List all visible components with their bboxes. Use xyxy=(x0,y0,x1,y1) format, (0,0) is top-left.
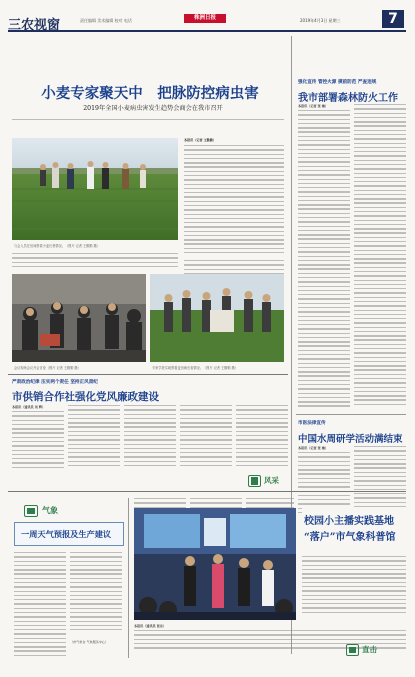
supply-coop-byline: 本报讯（通讯员 刘 辉） xyxy=(12,405,46,409)
weather-column-tag xyxy=(24,504,76,518)
lead-body-col-a xyxy=(184,145,284,257)
lead-photo-field-inspection xyxy=(12,138,178,240)
lead-byline: 本报讯（记者 王勤勤） xyxy=(184,138,217,142)
school-photo-weather-hall xyxy=(134,508,296,620)
lead-body-col-c xyxy=(12,253,178,271)
zhiji-column-tag xyxy=(346,644,396,657)
right-divider-1 xyxy=(296,414,406,415)
supply-coop-headline: 市供销合作社强化党风廉政建设 xyxy=(12,391,159,403)
water-week-byline: 本报讯（记者 张 楠） xyxy=(298,446,328,450)
lead-photo1-caption: 与会人员在田间察看小麦长势情况。（图片 记者 王勤勤 摄） xyxy=(14,244,100,248)
middle-divider-top xyxy=(8,374,288,375)
weather-note: （市气象台 气象服务中心） xyxy=(70,640,109,644)
page-number: 7 xyxy=(382,10,404,28)
school-headline-line2: “落户”市气象科普馆 xyxy=(304,532,396,543)
school-side-col xyxy=(302,556,406,616)
weather-body-col-b xyxy=(70,552,122,636)
forest-fire-headline: 我市部署森林防火工作 xyxy=(298,93,398,104)
date-line: 2019年4月3日 星期三 xyxy=(300,18,341,23)
supply-coop-col-1 xyxy=(12,411,64,471)
masthead-strip: 责任编辑 美术编辑 校对 电话 xyxy=(80,18,132,23)
lead-photo2-caption: 会议现场会议开会讨论（图片 记者 王勤勤 摄） xyxy=(14,366,81,370)
forest-fire-kicker: 强化宣传 管控火源 摸前防范 严查违规 xyxy=(298,80,377,85)
weather-headline: 一周天气预报及生产建议 xyxy=(21,529,112,539)
school-headline-line1: 校园小主播实践基地 xyxy=(304,516,394,527)
lead-photo3-caption: 专家学者实地察看麦田病虫害情况。（图片 记者 王勤勤 摄） xyxy=(152,366,238,370)
forest-fire-body-col-b xyxy=(354,104,406,412)
water-week-kicker: 市医法律宣传 xyxy=(298,421,326,426)
paper-logo: 株洲日报 xyxy=(184,14,226,23)
supply-coop-col-2 xyxy=(68,405,120,471)
weather-headline-box xyxy=(14,522,124,546)
water-week-headline: 中国水周研学活动满结束 xyxy=(298,434,403,445)
fengcai-label: 风采 xyxy=(264,476,279,485)
supply-coop-kicker: 严肃政治纪律 压实两个责任 坚持正风肃纪 xyxy=(12,380,98,385)
lead-subhead: 2019年全国小麦病虫害发生趋势会商会在我市召开 xyxy=(83,105,223,112)
school-byline: 本报讯（通讯员 张东） xyxy=(134,624,167,628)
supply-coop-col-5 xyxy=(236,405,288,471)
lead-photo-meeting xyxy=(12,274,146,362)
masthead-rule xyxy=(8,30,406,32)
school-headline-box xyxy=(302,508,406,552)
forest-fire-body-col-a xyxy=(298,110,350,412)
weather-rule xyxy=(128,498,129,658)
section-title: 三农视窗 xyxy=(8,18,61,33)
lead-headline: 小麦专家聚天中 把脉防控病虫害 xyxy=(41,85,259,102)
zhiji-label: 直击 xyxy=(362,645,377,654)
weather-tag-label: 气象 xyxy=(42,506,58,515)
lead-photo-field-experts xyxy=(150,274,284,362)
supply-coop-col-3 xyxy=(124,405,176,471)
bottom-divider xyxy=(8,491,406,492)
forest-fire-byline: 本报讯（记者 张 楠） xyxy=(298,104,328,108)
supply-coop-col-4 xyxy=(180,405,232,471)
fengcai-column-tag xyxy=(248,475,292,487)
weather-body-col-a xyxy=(14,552,66,660)
lead-divider xyxy=(12,119,284,120)
